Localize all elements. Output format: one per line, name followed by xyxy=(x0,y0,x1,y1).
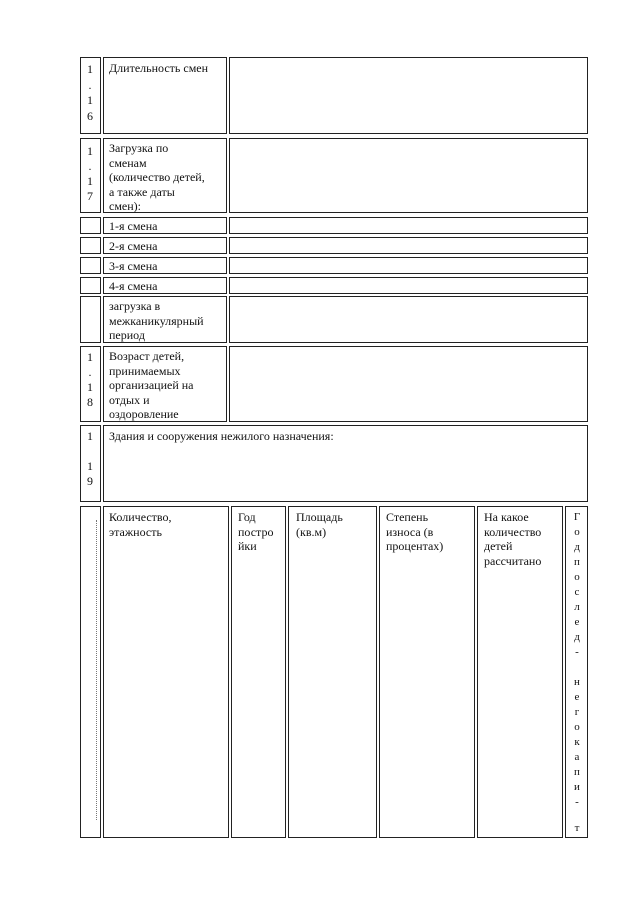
row-119-number-1: 1 xyxy=(87,429,93,443)
row-118-number-4: 8 xyxy=(87,395,93,409)
row-118-label-cell xyxy=(103,346,227,422)
row-117-number-cell xyxy=(80,138,101,213)
shift-1-number-cell xyxy=(80,217,101,234)
row-117-label-line-5: смен): xyxy=(109,199,141,213)
row-117-number-2: . xyxy=(88,159,92,173)
header-last-repair-cell xyxy=(565,506,588,838)
row-116-number-1: 1 xyxy=(87,62,93,76)
row-117-number-3: 1 xyxy=(87,174,93,188)
last-repair-letter: Г xyxy=(573,511,581,523)
last-repair-letter: д xyxy=(574,631,580,643)
row-117-label-line-1: Загрузка по xyxy=(109,141,169,155)
last-repair-letter: - xyxy=(575,646,579,658)
row-118-label-line-4: отдых и xyxy=(109,392,150,407)
row-117-value-cell[interactable] xyxy=(229,138,588,213)
row-117-number-1: 1 xyxy=(87,144,93,158)
row-118-number-2: . xyxy=(88,365,92,379)
row-116-number-3: 1 xyxy=(87,93,93,107)
last-repair-letter: - xyxy=(575,796,579,808)
shift-4-value-cell[interactable] xyxy=(229,277,588,294)
header-area-line-2: (кв.м) xyxy=(296,524,327,539)
inter-period-label-line-1: загрузка в xyxy=(109,299,161,313)
row-118-number-3: 1 xyxy=(87,380,93,394)
buildings-margin-mark xyxy=(96,520,98,820)
row-116-label: Длительность смен xyxy=(109,61,209,75)
row-118-label-line-3: организацией на xyxy=(109,378,194,392)
header-year-line-3: йки xyxy=(238,539,257,553)
row-119-label: Здания и сооружения нежилого назначения: xyxy=(109,429,334,443)
inter-period-label-line-3: период xyxy=(109,328,145,342)
row-119-label-cell xyxy=(103,425,588,502)
inter-period-label-cell xyxy=(103,296,227,343)
row-116-label-cell xyxy=(103,57,227,134)
row-118-label-line-5: оздоровление xyxy=(109,407,179,421)
header-capacity-line-3: детей xyxy=(484,539,513,553)
last-repair-letter: о xyxy=(574,526,580,538)
header-quantity-cell xyxy=(103,506,229,838)
row-118-label-line-1: Возраст детей, xyxy=(109,349,185,363)
last-repair-letter: п xyxy=(574,766,580,778)
header-area-cell xyxy=(288,506,377,838)
shift-2-number-cell xyxy=(80,237,101,254)
last-repair-letter: п xyxy=(574,556,580,568)
header-year-cell xyxy=(231,506,286,838)
row-118-label-line-2: принимаемых xyxy=(109,363,181,378)
last-repair-letter: и xyxy=(574,781,580,793)
row-118-number-1: 1 xyxy=(87,350,93,364)
shift-2-label: 2-я смена xyxy=(109,239,158,253)
header-capacity-line-4: рассчитано xyxy=(484,553,542,568)
last-repair-letter: с xyxy=(574,586,580,598)
header-capacity-cell xyxy=(477,506,563,838)
last-repair-letter: а xyxy=(574,751,580,763)
row-119-number-4: 9 xyxy=(87,474,93,488)
shift-3-number-cell xyxy=(80,257,101,274)
row-119-number-3: 1 xyxy=(87,459,93,473)
shift-1-label: 1-я смена xyxy=(109,219,158,233)
row-117-number-4: 7 xyxy=(87,189,93,203)
row-116-number-2: . xyxy=(88,78,92,92)
last-repair-letter: г xyxy=(574,706,580,718)
header-area-line-1: Площадь xyxy=(296,510,343,524)
last-repair-letter: к xyxy=(574,736,580,748)
shift-3-value-cell[interactable] xyxy=(229,257,588,274)
last-repair-letter: л xyxy=(574,601,580,613)
last-repair-letter: е xyxy=(574,691,580,703)
header-year-line-2: постро xyxy=(238,524,274,539)
shift-2-value-cell[interactable] xyxy=(229,237,588,254)
shift-2-label-cell xyxy=(103,237,227,254)
inter-period-number-cell xyxy=(80,296,101,343)
header-capacity-line-2: количество xyxy=(484,524,542,539)
header-wear-line-2: износа (в xyxy=(386,524,434,539)
last-repair-letter: о xyxy=(574,571,580,583)
last-repair-letter: о xyxy=(574,721,580,733)
shift-1-value-cell[interactable] xyxy=(229,217,588,234)
last-repair-letter: д xyxy=(574,541,580,553)
shift-4-label: 4-я смена xyxy=(109,279,158,293)
row-117-label-line-2: сменам xyxy=(109,155,147,170)
shift-3-label-cell xyxy=(103,257,227,274)
row-117-label-cell xyxy=(103,138,227,213)
last-repair-letter: н xyxy=(574,676,580,688)
row-118-value-cell[interactable] xyxy=(229,346,588,422)
row-118-number-cell xyxy=(80,346,101,422)
header-wear-cell xyxy=(379,506,475,838)
inter-period-label-line-2: межканикулярный xyxy=(109,313,204,328)
shift-3-label: 3-я смена xyxy=(109,259,158,273)
inter-period-value-cell[interactable] xyxy=(229,296,588,343)
last-repair-letter: е xyxy=(574,616,580,628)
row-116-number-4: 6 xyxy=(87,109,93,123)
header-year-line-1: Год xyxy=(238,510,256,524)
header-capacity-line-1: На какое xyxy=(484,510,529,524)
row-119-number-cell xyxy=(80,425,101,502)
shift-4-label-cell xyxy=(103,277,227,294)
header-quantity-line-2: этажность xyxy=(109,524,162,539)
row-117-label-line-3: (количество детей, xyxy=(109,170,205,184)
header-quantity-line-1: Количество, xyxy=(109,510,172,524)
row-117-label-line-4: а также даты xyxy=(109,184,175,199)
header-wear-line-1: Степень xyxy=(386,510,429,524)
row-116-value-cell[interactable] xyxy=(229,57,588,134)
header-wear-line-3: процентах) xyxy=(386,539,444,553)
row-116-number-cell xyxy=(80,57,101,134)
shift-4-number-cell xyxy=(80,277,101,294)
shift-1-label-cell xyxy=(103,217,227,234)
last-repair-letter: т xyxy=(574,822,580,834)
